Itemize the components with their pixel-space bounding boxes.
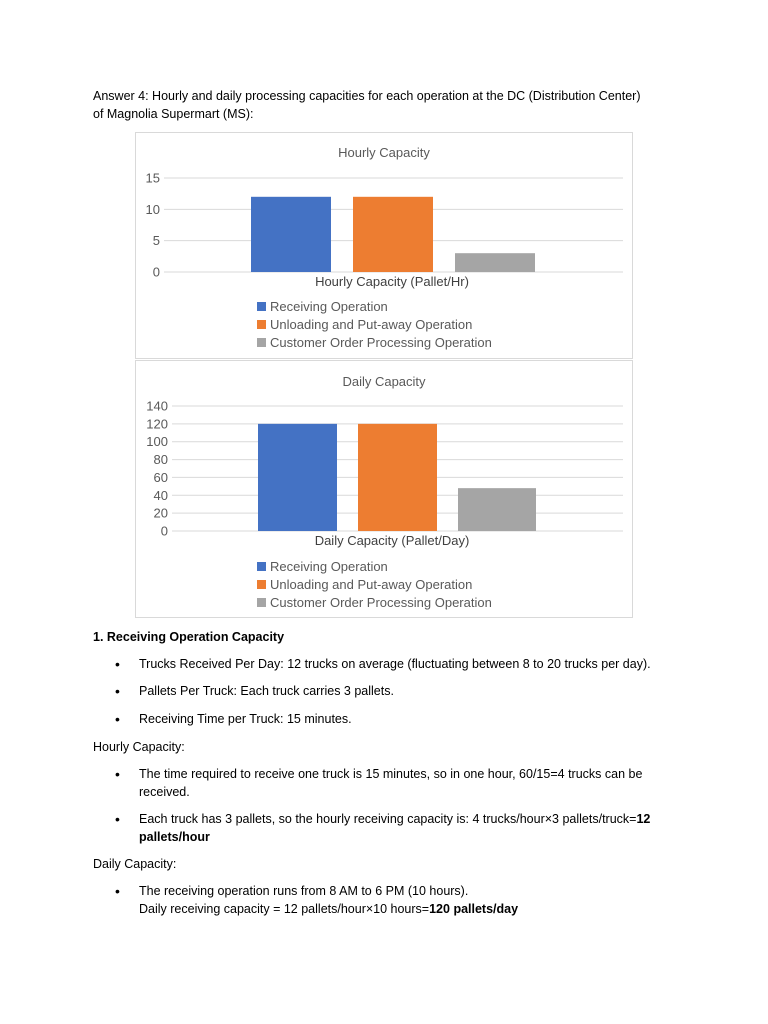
x-axis-label: Hourly Capacity (Pallet/Hr) bbox=[315, 274, 469, 289]
y-tick-label: 80 bbox=[153, 452, 168, 468]
hourly-capacity-chart-svg bbox=[136, 133, 632, 358]
chart-title: Hourly Capacity bbox=[338, 145, 430, 160]
bullet-marker: • bbox=[115, 683, 120, 699]
y-tick-label: 60 bbox=[153, 469, 168, 485]
bullet-daily-calc-line-2 bbox=[139, 900, 679, 918]
y-tick-label: 120 bbox=[146, 416, 168, 432]
bar-0 bbox=[251, 197, 331, 272]
y-tick-label: 5 bbox=[152, 233, 160, 249]
legend-swatch bbox=[257, 320, 266, 329]
bullet-trucks-per-day: Trucks Received Per Day: 12 trucks on average (fluctuating between 8 to 20 trucks per day). bbox=[139, 657, 651, 671]
bullet-hourly-calc-1-line-1: The time required to receive one truck is 15 minutes, so in one hour, 60/15=4 trucks can be bbox=[139, 767, 643, 781]
bullet-marker: • bbox=[115, 883, 120, 899]
bar-1 bbox=[353, 197, 433, 272]
bullet-hourly-calc-2-line-1 bbox=[139, 810, 679, 828]
intro-line-2: of Magnolia Supermart (MS): bbox=[93, 107, 254, 121]
y-tick-label: 0 bbox=[152, 264, 160, 280]
bar-1 bbox=[358, 424, 437, 531]
legend-label: Receiving Operation bbox=[270, 559, 388, 574]
legend-swatch bbox=[257, 338, 266, 347]
y-tick-label: 10 bbox=[145, 201, 160, 217]
section-heading: 1. Receiving Operation Capacity bbox=[93, 630, 285, 644]
bar-0 bbox=[258, 424, 337, 531]
legend-swatch bbox=[257, 562, 266, 571]
y-tick-label: 20 bbox=[153, 505, 168, 521]
bullet-hourly-calc-2-line-2 bbox=[139, 828, 679, 846]
x-axis-label: Daily Capacity (Pallet/Day) bbox=[314, 533, 470, 548]
y-tick-label: 40 bbox=[153, 487, 168, 503]
y-tick-label: 0 bbox=[160, 523, 168, 539]
bullet-hourly-calc-1-line-2: received. bbox=[139, 785, 190, 799]
bullet-marker: • bbox=[115, 766, 120, 782]
legend-swatch bbox=[257, 302, 266, 311]
daily-capacity-label: Daily Capacity: bbox=[93, 857, 177, 871]
bullet-hourly-calc-1 bbox=[139, 765, 679, 801]
bar-2 bbox=[458, 488, 536, 531]
bullet-hourly-calc-2 bbox=[139, 810, 679, 846]
daily-capacity-chart-svg bbox=[136, 361, 632, 617]
daily-capacity-chart bbox=[135, 360, 633, 618]
legend-label: Unloading and Put-away Operation bbox=[270, 577, 473, 592]
hourly-result-unit: pallets/hour bbox=[139, 830, 210, 844]
bullet-daily-calc-line-1: The receiving operation runs from 8 AM to 6 PM (10 hours). bbox=[139, 884, 469, 898]
legend-label: Receiving Operation bbox=[270, 299, 388, 314]
hourly-capacity-label: Hourly Capacity: bbox=[93, 740, 185, 754]
legend-label: Customer Order Processing Operation bbox=[270, 595, 492, 610]
bullet-pallets-per-truck: Pallets Per Truck: Each truck carries 3 pallets. bbox=[139, 684, 394, 698]
legend-swatch bbox=[257, 598, 266, 607]
bullet-marker: • bbox=[115, 811, 120, 827]
daily-calc-text: Daily receiving capacity = 12 pallets/hour×10 hours= bbox=[139, 902, 430, 916]
y-tick-label: 15 bbox=[145, 170, 160, 186]
hourly-result-value: 12 bbox=[636, 812, 651, 826]
y-tick-label: 140 bbox=[146, 398, 168, 414]
hourly-calc-text: Each truck has 3 pallets, so the hourly receiving capacity is: 4 trucks/hour×3 pallets/truck= bbox=[139, 812, 637, 826]
legend-label: Customer Order Processing Operation bbox=[270, 335, 492, 350]
bullet-daily-calc bbox=[139, 882, 679, 918]
daily-result-value: 120 pallets/day bbox=[429, 902, 519, 916]
hourly-capacity-chart bbox=[135, 132, 633, 359]
chart-title: Daily Capacity bbox=[342, 374, 426, 389]
intro-line-1: Answer 4: Hourly and daily processing capacities for each operation at the DC (Distribution Center) bbox=[93, 89, 641, 103]
legend-label: Unloading and Put-away Operation bbox=[270, 317, 473, 332]
legend-swatch bbox=[257, 580, 266, 589]
bullet-marker: • bbox=[115, 656, 120, 672]
y-tick-label: 100 bbox=[146, 434, 168, 450]
bullet-receiving-time: Receiving Time per Truck: 15 minutes. bbox=[139, 712, 352, 726]
bullet-marker: • bbox=[115, 711, 120, 727]
bar-2 bbox=[455, 253, 535, 272]
